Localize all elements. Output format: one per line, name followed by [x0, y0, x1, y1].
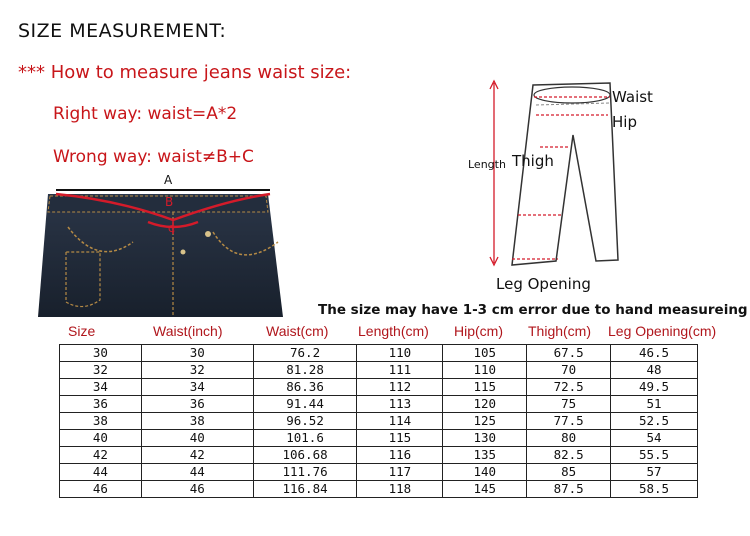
header-waist-cm: Waist(cm): [266, 323, 329, 339]
table-cell: 130: [443, 430, 527, 447]
leg-opening-label: Leg Opening: [496, 275, 591, 293]
table-cell: 34: [141, 379, 253, 396]
table-cell: 38: [141, 413, 253, 430]
table-cell: 49.5: [611, 379, 698, 396]
hip-label: Hip: [612, 113, 637, 131]
wrong-way-text: Wrong way: waist≠B+C: [53, 147, 254, 167]
table-cell: 118: [357, 481, 443, 498]
table-cell: 117: [357, 464, 443, 481]
header-thigh-cm: Thigh(cm): [528, 323, 592, 339]
page-title: SIZE MEASUREMENT:: [18, 20, 227, 42]
table-cell: 57: [611, 464, 698, 481]
label-c: C: [168, 224, 175, 235]
measurement-note: The size may have 1-3 cm error due to hand measureing: [318, 302, 748, 318]
table-row: [60, 481, 698, 498]
table-row: [60, 396, 698, 413]
label-b: B: [165, 195, 174, 209]
table-cell: 80: [527, 430, 611, 447]
table-cell: 36: [141, 396, 253, 413]
table-cell: 87.5: [527, 481, 611, 498]
table-cell: 86.36: [253, 379, 357, 396]
table-cell: 40: [141, 430, 253, 447]
table-cell: 110: [443, 362, 527, 379]
table-cell: 76.2: [253, 345, 357, 362]
table-cell: 44: [60, 464, 142, 481]
table-cell: 125: [443, 413, 527, 430]
length-label: Length: [468, 158, 506, 171]
size-table-header: [58, 323, 738, 343]
table-cell: 54: [611, 430, 698, 447]
thigh-label: Thigh: [512, 152, 554, 170]
table-cell: 91.44: [253, 396, 357, 413]
table-row: [60, 447, 698, 464]
table-cell: 38: [60, 413, 142, 430]
table-cell: 112: [357, 379, 443, 396]
table-cell: 32: [141, 362, 253, 379]
table-cell: 114: [357, 413, 443, 430]
table-cell: 70: [527, 362, 611, 379]
table-row: [60, 379, 698, 396]
table-cell: 42: [60, 447, 142, 464]
table-cell: 36: [60, 396, 142, 413]
label-a: A: [164, 173, 173, 187]
table-cell: 42: [141, 447, 253, 464]
table-cell: 96.52: [253, 413, 357, 430]
table-cell: 30: [141, 345, 253, 362]
table-cell: 46: [60, 481, 142, 498]
table-cell: 120: [443, 396, 527, 413]
waist-label: Waist: [612, 88, 653, 106]
table-cell: 85: [527, 464, 611, 481]
table-cell: 32: [60, 362, 142, 379]
table-row: [60, 345, 698, 362]
jeans-waist-photo: [38, 172, 300, 317]
table-cell: 55.5: [611, 447, 698, 464]
table-cell: 115: [357, 430, 443, 447]
table-cell: 101.6: [253, 430, 357, 447]
table-cell: 58.5: [611, 481, 698, 498]
table-cell: 105: [443, 345, 527, 362]
table-cell: 135: [443, 447, 527, 464]
table-row: [60, 430, 698, 447]
table-cell: 116: [357, 447, 443, 464]
pants-measurement-diagram: [460, 75, 690, 297]
table-cell: 46: [141, 481, 253, 498]
header-waist-inch: Waist(inch): [153, 323, 223, 339]
size-table: [59, 344, 698, 498]
table-cell: 51: [611, 396, 698, 413]
table-cell: 48: [611, 362, 698, 379]
table-cell: 111.76: [253, 464, 357, 481]
table-cell: 113: [357, 396, 443, 413]
table-cell: 77.5: [527, 413, 611, 430]
table-row: [60, 362, 698, 379]
table-cell: 81.28: [253, 362, 357, 379]
table-cell: 140: [443, 464, 527, 481]
table-row: [60, 413, 698, 430]
right-way-text: Right way: waist=A*2: [53, 104, 238, 124]
table-cell: 82.5: [527, 447, 611, 464]
table-cell: 115: [443, 379, 527, 396]
table-cell: 67.5: [527, 345, 611, 362]
header-length-cm: Length(cm): [358, 323, 429, 339]
table-cell: 46.5: [611, 345, 698, 362]
table-cell: 72.5: [527, 379, 611, 396]
table-cell: 145: [443, 481, 527, 498]
table-cell: 40: [60, 430, 142, 447]
table-cell: 34: [60, 379, 142, 396]
table-cell: 111: [357, 362, 443, 379]
header-leg-opening-cm: Leg Opening(cm): [608, 323, 717, 339]
table-cell: 52.5: [611, 413, 698, 430]
table-cell: 116.84: [253, 481, 357, 498]
table-cell: 75: [527, 396, 611, 413]
table-row: [60, 464, 698, 481]
table-cell: 44: [141, 464, 253, 481]
howto-heading: *** How to measure jeans waist size:: [18, 62, 352, 83]
table-cell: 106.68: [253, 447, 357, 464]
table-cell: 30: [60, 345, 142, 362]
table-cell: 110: [357, 345, 443, 362]
header-size: Size: [68, 323, 96, 339]
header-hip-cm: Hip(cm): [454, 323, 503, 339]
